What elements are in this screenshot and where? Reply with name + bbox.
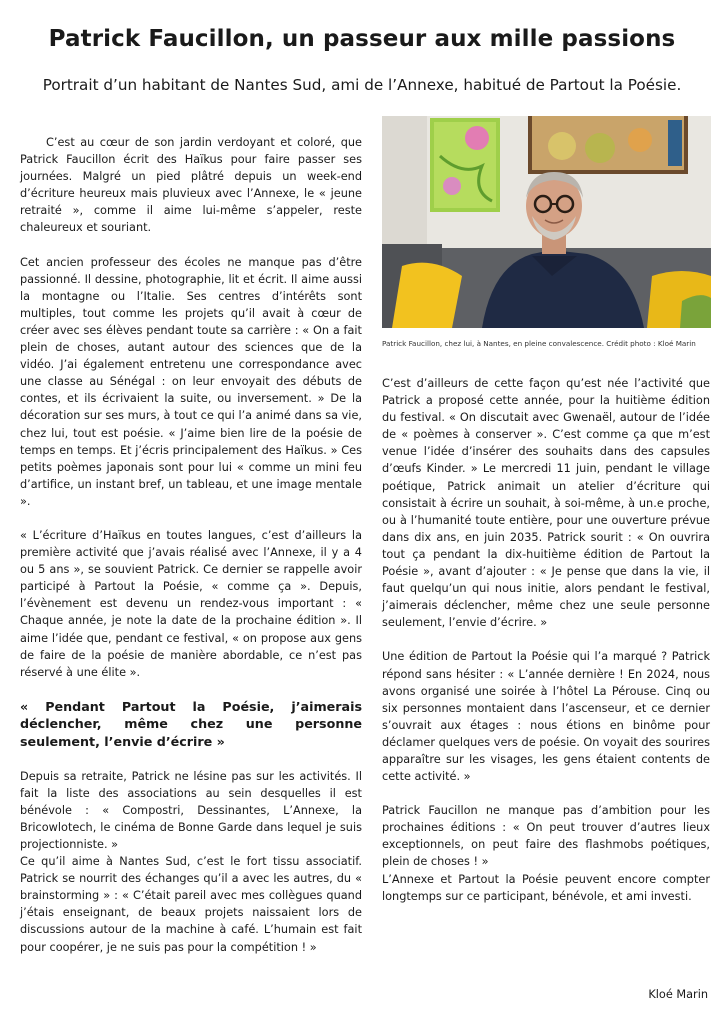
article-subtitle: Portrait d’un habitant de Nantes Sud, ami de l’Annexe, habitué de Partout la Poésie. — [42, 76, 682, 94]
paragraph-kinder-workshop: C’est d’ailleurs de cette façon qu’est née l’activité que Patrick a proposé cette année, pour la huitième édition du festival. « On discutait avec Gwenaël, autour de l’idée de « poèmes à conserver ». C’est comme ça que m’est venue l’idée d’insérer des souhaits dans des capsules d’œufs Kinder. » Le mercredi 11 juin, pendant le village poétique, Patrick animait un atelier d’écriture qui consistait à écrire un souhait, à soi-même, à un.e proche, ou à l’humanité toute entière, pour une ouverture prévue dans dix ans, en juin 2035. Patrick sourit : « On ouvrira tout ça pendant la dix-huitième édition de Partout la Poésie », avant d’ajouter : « Je pense que dans la vie, il faut quelqu’un qui nous initie, alors pendant le festival, j’aimerais déclencher, même chez une seule personne seulement, l’envie d’écrire. » — [382, 377, 710, 630]
pull-quote: « Pendant Partout la Poésie, j’aimerais déclencher, même chez une personne seulement, l’envie d’écrire » — [20, 698, 362, 749]
left-column — [20, 134, 362, 973]
paragraph-ambition: Patrick Faucillon ne manque pas d’ambition pour les prochaines éditions : « On peut trouver d’autres lieux exceptionnels, on peut faire des flashmobs poétiques, plein de choses ! » — [382, 804, 710, 869]
paragraph-garden: C’est au cœur de son jardin verdoyant et coloré, que Patrick Faucillon écrit des Haïkus pour faire passer ses journées. Malgré un pied plâtré depuis un week-end d’écriture heureux mais pluvieux avec l’Annexe, le « jeune retraité », comme il aime lui-même s’appeler, reste chaleureux et souriant. — [20, 136, 362, 235]
paragraph-haikus: « L’écriture d’Haïkus en toutes langues, c’est d’ailleurs la première activité que j’avais réalisé avec l’Annexe, il y a 4 ou 5 ans », se souvient Patrick. Ce dernier se rappelle avoir participé à Partout la Poésie, « comme ça ». Depuis, l’évènement est devenu un rendez-vous important : « Chaque année, je note la date de la prochaine édition ». Il aime l’idée que, pendant ce festival, « on propose aux gens de faire de la poésie de manière abordable, ce n’est pas réservé à une élite ». — [20, 528, 362, 679]
author-signature: Kloé Marin — [648, 988, 708, 1001]
paragraph-retirement: Depuis sa retraite, Patrick ne lésine pas sur les activités. Il fait la liste des associations au sein desquelles il est bénévole : « Compostri, Dessinantes, L’Annexe, la Bricowlotech, le cinéma de Bonne Garde dans lequel je suis projectionniste. » — [20, 769, 362, 851]
right-column — [382, 375, 710, 922]
paragraph-conclusion: L’Annexe et Partout la Poésie peuvent encore compter longtemps sur ce participant, bénévole, et ami investi. — [382, 872, 710, 903]
photo-caption: Patrick Faucillon, chez lui, à Nantes, en pleine convalescence. Crédit photo : Kloé Marin — [382, 339, 696, 348]
paragraph-memorable-edition: Une édition de Partout la Poésie qui l’a marqué ? Patrick répond sans hésiter : « L’année dernière ! En 2024, nous avons organisé une soirée à l’hôtel La Pérouse. Cinq ou six personnes montaient dans l’ascenseur, et ce dernier s’ouvrait aux étages : nous étions en binôme pour déclamer quelques vers de poésie. On voyait des sourires apparaître sur les visages, les gens étaient contents de cette activité. » — [382, 650, 710, 784]
portrait-photo — [382, 116, 711, 328]
article-title: Patrick Faucillon, un passeur aux mille passions — [48, 26, 676, 52]
paragraph-nantes-sud: Ce qu’il aime à Nantes Sud, c’est le fort tissu associatif. Patrick se nourrit des échanges qu’il a avec les autres, du « brainstorming » : « C’était pareil avec mes collègues quand j’étais enseignant, de beaux projets naissaient lors de discussions autour de la machine à café. L’humain est fait pour coopérer, je ne suis pas pour la compétition ! » — [20, 855, 362, 954]
paragraph-passions: Cet ancien professeur des écoles ne manque pas d’être passionné. Il dessine, photographie, lit et écrit. Il aime aussi la montagne ou l’Italie. Ses centres d’intérêts sont multiples, tout comme les projets qu’il avait à cœur de créer avec ses élèves pendant toute sa carrière : « On a fait plein de choses, autant autour des sciences que de la vidéo. J’ai également entretenu une correspondance avec une classe au Sénégal : on leur envoyait des débuts de contes, et ils écrivaient la suite, ou inversement. » De la décoration sur ses murs, à tout ce qui l’a animé dans sa vie, chez lui, tout est poésie. « J’aime bien lire de la poésie de temps en temps. Et j’écris principalement des Haïkus. » Ces petits poèmes japonais sont pour lui « comme un mini feu d’artifice, un instant bref, un tableau, et une image mentale ». — [20, 255, 362, 508]
